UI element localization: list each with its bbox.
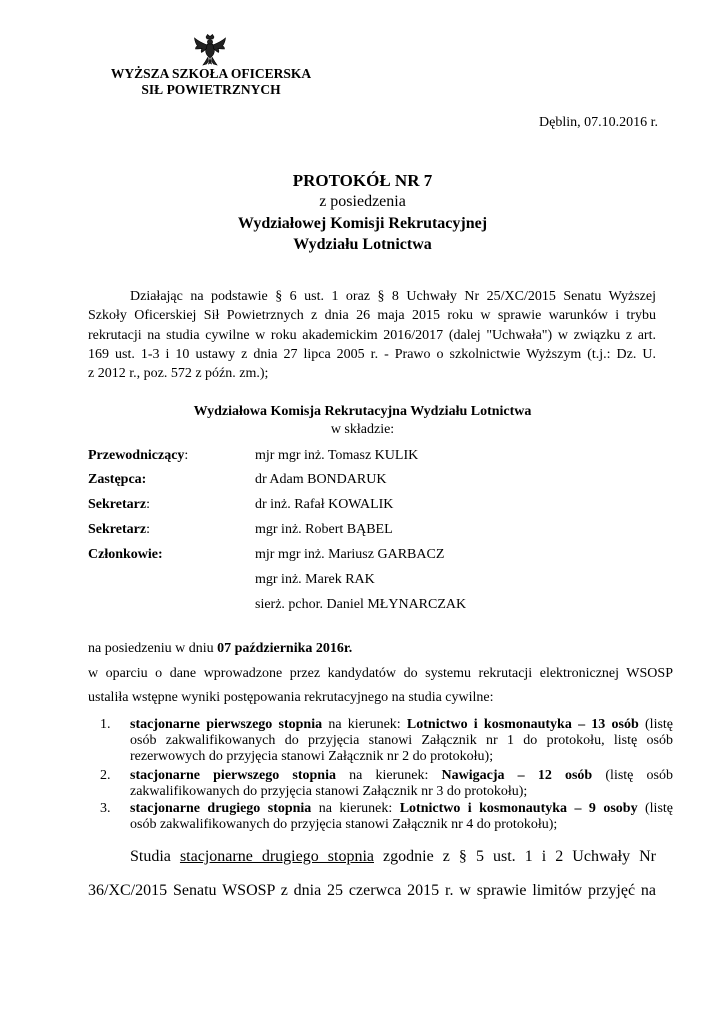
result-number: 3. [100, 801, 111, 816]
basis-line: w oparciu o dane wprowadzone przez kandydatów do systemu rekrutacji elektronicznej WSOSP [88, 666, 673, 681]
member-row [88, 597, 668, 617]
member-role: Członkowie: [88, 547, 163, 562]
intro-paragraph [88, 287, 656, 383]
intro-line: rekrutacji na studia cywilne w roku akademickim 2016/2017 (dalej "Uchwała") w związku z art. [88, 327, 656, 343]
composition-subtitle: w składzie: [330, 422, 395, 437]
document-title: PROTOKÓŁ NR 7 [292, 171, 433, 190]
member-row [88, 472, 668, 492]
member-name: dr Adam BONDARUK [255, 472, 387, 487]
intro-line: Działając na podstawie § 6 ust. 1 oraz § 8 Uchwały Nr 25/XC/2015 Senatu Wyższej [130, 289, 656, 304]
result-line: zakwalifikowanych do przyjęcia stanowi Załącznik nr 3 do protokołu); [130, 784, 528, 799]
place-and-date: Dęblin, 07.10.2016 r. [539, 115, 658, 130]
member-role: Sekretarz: [88, 522, 150, 537]
member-name: dr inż. Rafał KOWALIK [255, 497, 394, 512]
member-role: Zastępca: [88, 472, 147, 487]
member-name: mjr mgr inż. Mariusz GARBACZ [255, 547, 445, 562]
meeting-date: 07 października 2016r. [217, 641, 353, 656]
member-role: Sekretarz: [88, 497, 150, 512]
member-row [88, 497, 668, 517]
intro-line: 169 ust. 1-3 i 10 ustawy z dnia 27 lipca 2005 r. - Prawo o szkolnictwie Wyższym (t.j.: Dz. U. [88, 346, 656, 362]
polish-eagle-icon [193, 34, 227, 66]
final-paragraph-line: 36/XC/2015 Senatu WSOSP z dnia 25 czerwca 2015 r. w sprawie limitów przyjęć na [88, 882, 656, 899]
member-name: mjr mgr inż. Tomasz KULIK [255, 448, 419, 463]
final-paragraph-line: Studia stacjonarne drugiego stopnia zgodnie z § 5 ust. 1 i 2 Uchwały Nr [130, 848, 657, 865]
member-row [88, 448, 668, 468]
result-line: rezerwowych do przyjęcia stanowi Załącznik nr 2 do protokołu); [130, 749, 494, 764]
school-name-line-2: SIŁ POWIETRZNYCH [141, 82, 281, 97]
composition-title: Wydziałowa Komisja Rekrutacyjna Wydziału Lotnictwa [193, 404, 532, 419]
basis-line: ustaliła wstępne wyniki postępowania rekrutacyjnego na studia cywilne: [88, 690, 494, 705]
result-line: stacjonarne pierwszego stopnia na kierunek: Nawigacja – 12 osób (listę osób [130, 768, 673, 783]
result-line: osób zakwalifikowanych do przyjęcia stanowi Załącznik nr 4 do protokołu); [130, 817, 558, 832]
title-committee: Wydziałowej Komisji Rekrutacyjnej [237, 215, 488, 232]
title-department: Wydziału Lotnictwa [293, 236, 432, 253]
intro-line: Szkoły Oficerskiej Sił Powietrznych z dnia 26 maja 2015 roku w sprawie warunków i trybu [88, 308, 656, 324]
school-name-line-1: WYŻSZA SZKOŁA OFICERSKA [110, 66, 312, 81]
member-name: sierż. pchor. Daniel MŁYNARCZAK [255, 597, 467, 612]
result-line: stacjonarne pierwszego stopnia na kierunek: Lotnictwo i kosmonautyka – 13 osób (listę [130, 717, 674, 732]
underlined-mode: stacjonarne drugiego stopnia [179, 848, 374, 865]
member-row [88, 572, 668, 592]
member-name: mgr inż. Robert BĄBEL [255, 522, 393, 537]
result-line: stacjonarne drugiego stopnia na kierunek: Lotnictwo i kosmonautyka – 9 osoby (listę [130, 801, 674, 816]
result-number: 2. [100, 768, 111, 783]
result-number: 1. [100, 717, 111, 732]
member-row [88, 522, 668, 542]
member-role: Przewodniczący: [88, 448, 189, 463]
intro-line: z 2012 r., poz. 572 z późn. zm.); [88, 366, 269, 382]
title-from: z posiedzenia [319, 193, 406, 210]
meeting-prefix: na posiedzeniu w dniu [88, 641, 218, 656]
meeting-line [88, 641, 352, 657]
member-row [88, 547, 668, 567]
member-name: mgr inż. Marek RAK [255, 572, 375, 587]
result-line: osób zakwalifikowanych do przyjęcia stanowi Załącznik nr 1 do protokołu, listę osób [130, 733, 673, 748]
